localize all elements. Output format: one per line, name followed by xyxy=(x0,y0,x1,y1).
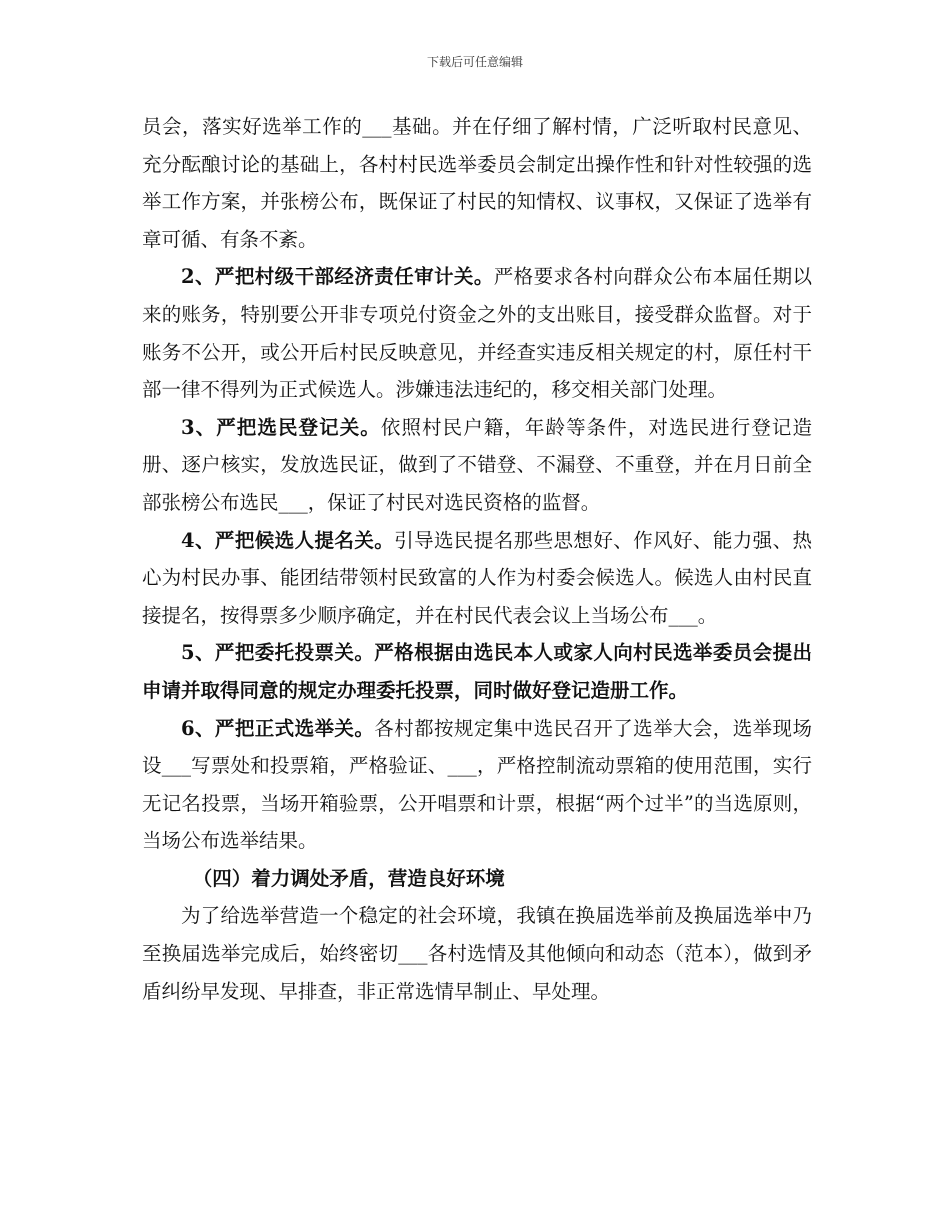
paragraph-lead: 2、严把村级干部经济责任审计关。 xyxy=(181,265,494,289)
paragraph-proxy-voting xyxy=(142,634,812,709)
section-heading: （四）着力调处矛盾，营造良好环境 xyxy=(192,866,505,890)
paragraph-text: 员会，落实好选举工作的___基础。并在仔细了解村情，广泛听取村民意见、充分酝酿讨论的基础上，各村村民选举委员会制定出操作性和针对性较强的选举工作方案，并张榜公布，既保证了村民的知情权、议事权，又保证了选举有章可循、有条不紊。 xyxy=(142,115,812,251)
paragraph-nomination xyxy=(142,522,812,635)
paragraph-lead: 6、严把正式选举关。 xyxy=(181,716,375,740)
paragraph-text: 依照村民户籍，年龄等条件，对选民进行登记造册、逐户核实，发放选民证，做到了不错登、不漏登、不重登，并在月日前全部张榜公布选民___，保证了村民对选民资格的监督。 xyxy=(142,415,812,514)
page-header: 下载后可任意编辑 xyxy=(426,55,523,69)
paragraph-continuation xyxy=(142,108,812,258)
document-body xyxy=(142,108,812,1010)
paragraph-lead: 3、严把选民登记关。 xyxy=(181,415,381,439)
paragraph-text: 引导选民提名那些思想好、作风好、能力强、热心为村民办事、能团结带领村民致富的人作为村委会候选人。候选人由村民直接提名，按得票多少顺序确定，并在村民代表会议上当场公布___。 xyxy=(142,528,812,627)
paragraph-lead: 5、严把委托投票关。严格根据由选民本人或家人向村民选举委员会提出申请并取得同意的规定办理委托投票，同时做好登记造册工作。 xyxy=(142,641,812,702)
paragraph-voter-registration xyxy=(142,409,812,522)
paragraph-environment xyxy=(142,897,812,1010)
paragraph-text: 各村都按规定集中选民召开了选举大会，选举现场设___写票处和投票箱，严格验证、___，严格控制流动票箱的使用范围，实行无记名投票，当场开箱验票，公开唱票和计票，根据“两个过半”的当选原则，当场公布选举结果。 xyxy=(142,716,812,853)
paragraph-formal-election xyxy=(142,710,812,860)
paragraph-audit xyxy=(142,258,812,408)
paragraph-text: 严格要求各村向群众公布本届任期以来的账务，特别要公开非专项兑付资金之外的支出账目，接受群众监督。对于账务不公开，或公开后村民反映意见，并经查实违反相关规定的村，原任村干部一律不得列为正式候选人。涉嫌违法违纪的，移交相关部门处理。 xyxy=(142,265,812,402)
paragraph-lead: 4、严把候选人提名关。 xyxy=(181,528,395,552)
paragraph-text: 为了给选举营造一个稳定的社会环境，我镇在换届选举前及换届选举中乃至换届选举完成后，始终密切___各村选情及其他倾向和动态（范本），做到矛盾纠纷早发现、早排查，非正常选情早制止、早处理。 xyxy=(142,904,812,1003)
